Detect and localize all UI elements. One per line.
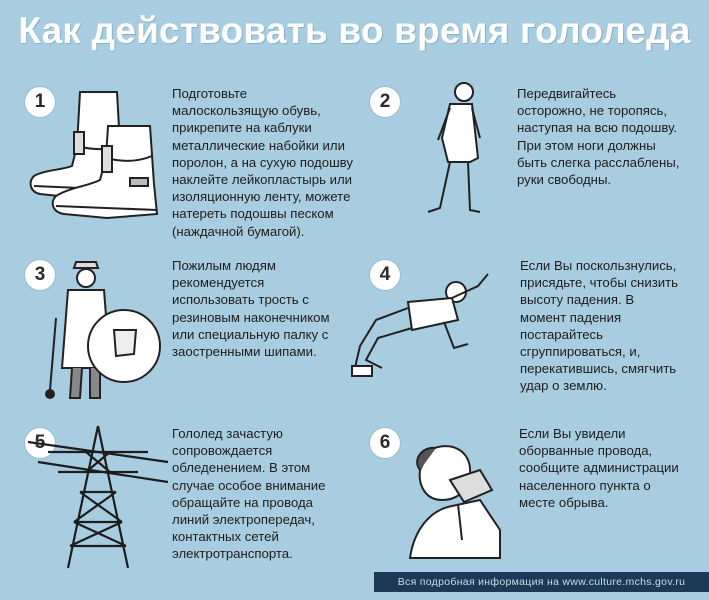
phone-call-icon: [400, 440, 506, 560]
step-text-1: Подготовьте малоскользящую обувь, прикрепите на каблуки металлические набойки или поролон, а на сухую подошву наклейте лейкопластырь или изоляционную ленту, можете натереть подошвы песком (наждачной бумагой).: [172, 86, 353, 239]
step-badge-5: 5: [25, 428, 55, 458]
step-badge-6: 6: [370, 428, 400, 458]
page-title: Как действовать во время гололеда: [18, 10, 691, 51]
man-with-cane-icon: [36, 258, 166, 416]
step-text-2: Передвигайтесь осторожно, не торопясь, наступая на всю подошву. При этом ноги должны быть слегка расслаблены, руки свободны.: [517, 86, 680, 188]
boots-icon: [22, 86, 172, 226]
step-text-6: Если Вы увидели оборванные провода, сообщите администрации населенного пункта о месте обрыва.: [519, 426, 679, 510]
falling-man-icon: [348, 268, 508, 386]
footer-link-text[interactable]: Вся подробная информация на www.culture.mchs.gov.ru: [397, 576, 686, 588]
step-badge-2: 2: [370, 87, 400, 117]
step-text-4: Если Вы поскользнулись, присядьте, чтобы снизить высоту падения. В момент падения постарайтесь сгруппироваться, и, перекатившись, смягчить удар о землю.: [520, 258, 679, 394]
step-badge-3: 3: [25, 260, 55, 290]
power-tower-icon: [28, 422, 168, 570]
step-text-5: Гололед зачастую сопровождается обледенением. В этом случае особое внимание обращайте на провода линий электропередач, контактных сетей электротранспорта.: [172, 426, 326, 562]
step-text-3: Пожилым людям рекомендуется использовать трость с резиновым наконечником или специальную палку с заостренными шипами.: [172, 258, 330, 360]
step-badge-1: 1: [25, 87, 55, 117]
footer-bar: [374, 572, 709, 592]
walking-man-icon: [420, 78, 500, 228]
step-badge-4: 4: [370, 260, 400, 290]
